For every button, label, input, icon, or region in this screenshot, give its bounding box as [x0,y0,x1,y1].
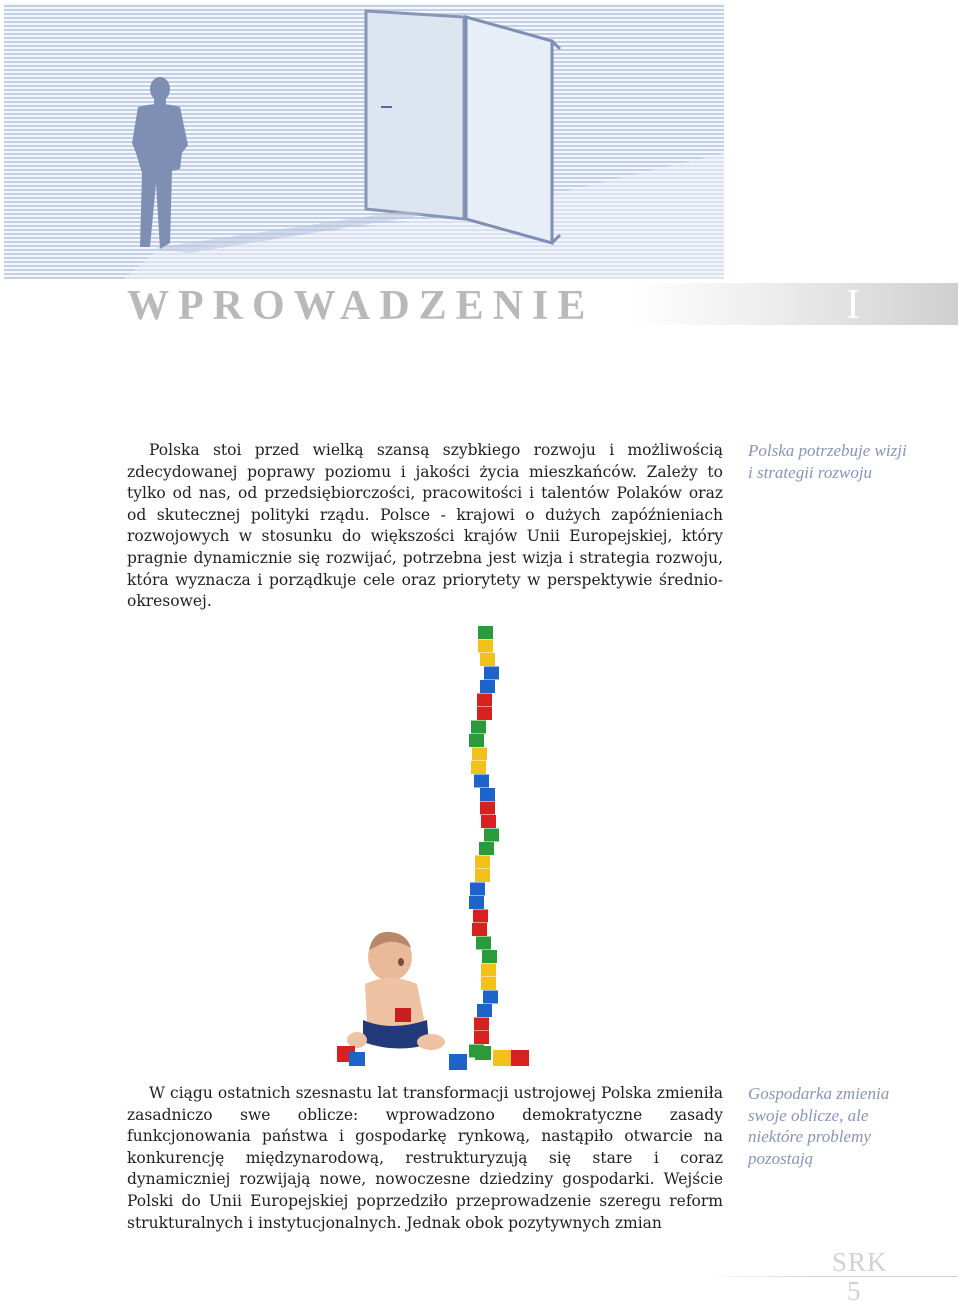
tower-block [469,896,484,909]
man-and-door-illustration [4,3,724,279]
tower-block [482,950,497,963]
tower-block [484,829,499,842]
footer-brand: SRK [832,1247,888,1277]
tower-block [477,1004,492,1017]
tower-block [478,626,493,639]
tower-block [483,991,498,1004]
tower-block [471,721,486,734]
tower-block [474,775,489,788]
tower-block [480,802,495,815]
door-frame [366,11,464,219]
tower-block [480,653,495,666]
tower-block [477,707,492,720]
tower-block [473,910,488,923]
baby-with-blocks-photo [325,622,555,1072]
margin-note-economy: Gospodarka zmienia swoje oblicze, ale niektóre problemy pozostają [748,1084,890,1168]
man-silhouette [132,77,188,249]
tower-block [475,869,490,882]
tower-block [470,883,485,896]
intro-paragraph: Polska stoi przed wielką szansą szybkiego rozwoju i możliwością zdecydowanej poprawy poziomu i jakości życia mieszkańców. Zależy to tylko od nas, od przedsiębiorczości, pracowitości i talentów Polaków oraz od skutecznej polityki rządu. Polsce - krajowi o dużych zapóźnieniach rozwojowych w stosunku do większości krajów Unii Europejskiej, który pragnie dynamicznie się rozwijać, potrzebna jest wizja i strategia rozwoju, która wyznacza i porządkuje cele oraz priorytety w perspektywie średnio-okresowej. [127,441,723,611]
transformation-paragraph: W ciągu ostatnich szesnastu lat transformacji ustrojowej Polska zmieniła zasadniczo swe oblicze: wprowadzono demokratyczne zasady funkcjonowania państwa i gospodarkę rynkową, nastąpiło otwarcie na konkurencję międzynarodową, restrukturyzują się stare i coraz dynamiczniej rozwijają nowe, nowoczesne dziedziny gospodarki. Wejście Polski do Unii Europejskiej poprzedziło przeprowadzenie szeregu reform strukturalnych i instytucjonalnych. Jednak obok pozytywnych zmian [127,1084,723,1232]
tower-block [484,667,499,680]
tower-block [469,734,484,747]
tower-block [475,856,490,869]
tower-block [481,964,496,977]
chapter-number: I [846,282,860,328]
tower-block [479,842,494,855]
page-number: 5 [847,1276,861,1306]
tower-block [478,640,493,653]
tower-block [476,937,491,950]
tower-block [481,977,496,990]
tower-block [471,761,486,774]
tower-block [481,815,496,828]
tower-block [474,1018,489,1031]
tower-block [474,1031,489,1044]
tower-block [477,694,492,707]
tower-block [472,923,487,936]
tower-block [472,748,487,761]
margin-note-vision: Polska potrzebuje wizji i strategii rozwoju [748,441,907,482]
baby-figure [347,932,445,1050]
tower-block [480,680,495,693]
chapter-title: WPROWADZENIE [127,283,595,329]
chapter-number-band [630,282,958,328]
block-tower-illustration [325,622,555,1072]
header-illustration [4,3,724,279]
tower-block [480,788,495,801]
door-panel [466,17,552,243]
